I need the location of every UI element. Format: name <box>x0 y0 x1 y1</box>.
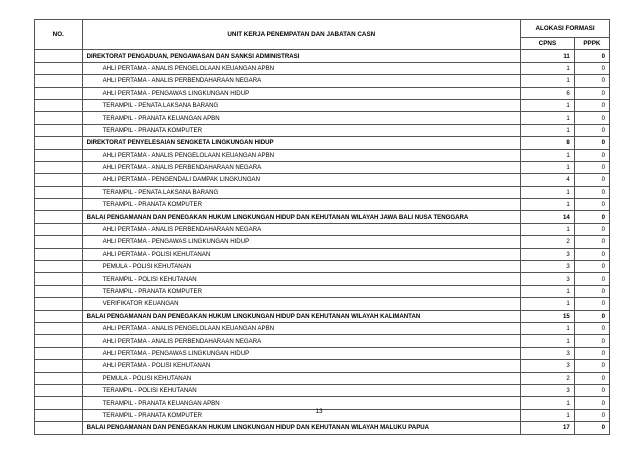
row-cpns-cell: 3 <box>521 384 575 396</box>
row-name-cell: TERAMPIL - POLISI KEHUTANAN <box>82 384 520 396</box>
row-no-cell <box>35 360 83 372</box>
page-number: 13 <box>315 408 323 415</box>
row-name-cell: TERAMPIL - PRANATA KOMPUTER <box>82 409 520 421</box>
row-pppk-cell: 0 <box>574 335 609 347</box>
table-row <box>35 384 610 396</box>
table-row <box>35 236 610 248</box>
row-cpns-cell: 1 <box>521 298 575 310</box>
row-no-cell <box>35 62 83 74</box>
row-pppk-cell: 0 <box>574 223 609 235</box>
row-pppk-cell: 0 <box>574 322 609 334</box>
row-name-cell: AHLI PERTAMA - PENGENDALI DAMPAK LINGKUNGAN <box>82 174 520 186</box>
table-row <box>35 99 610 111</box>
table-row <box>35 322 610 334</box>
row-cpns-cell: 1 <box>521 199 575 211</box>
table-row <box>35 174 610 186</box>
table-row <box>35 186 610 198</box>
row-name-cell: TERAMPIL - PRANATA KOMPUTER <box>82 124 520 136</box>
row-cpns-cell: 2 <box>521 236 575 248</box>
row-no-cell <box>35 298 83 310</box>
row-no-cell <box>35 75 83 87</box>
row-name-cell: AHLI PERTAMA - ANALIS PERBENDAHARAAN NEGARA <box>82 335 520 347</box>
row-no-cell <box>35 112 83 124</box>
row-cpns-cell: 1 <box>521 397 575 409</box>
table-row <box>35 161 610 173</box>
table-row <box>35 285 610 297</box>
row-name-cell: AHLI PERTAMA - PENGAWAS LINGKUNGAN HIDUP <box>82 87 520 99</box>
row-name-cell: TERAMPIL - PENATA LAKSANA BARANG <box>82 186 520 198</box>
header-no: NO. <box>35 20 83 50</box>
row-pppk-cell: 0 <box>574 137 609 149</box>
row-name-cell: PEMULA - POLISI KEHUTANAN <box>82 372 520 384</box>
row-pppk-cell: 0 <box>574 236 609 248</box>
row-name-cell: BALAI PENGAMANAN DAN PENEGAKAN HUKUM LINGKUNGAN HIDUP DAN KEHUTANAN WILAYAH KALIMANTAN <box>82 310 520 322</box>
row-cpns-cell: 1 <box>521 285 575 297</box>
row-pppk-cell: 0 <box>574 211 609 223</box>
row-name-cell: DIREKTORAT PENYELESAIAN SENGKETA LINGKUNGAN HIDUP <box>82 137 520 149</box>
row-no-cell <box>35 335 83 347</box>
row-cpns-cell: 1 <box>521 75 575 87</box>
row-no-cell <box>35 223 83 235</box>
row-pppk-cell: 0 <box>574 174 609 186</box>
row-pppk-cell: 0 <box>574 422 609 434</box>
row-pppk-cell: 0 <box>574 409 609 421</box>
row-name-cell: AHLI PERTAMA - ANALIS PERBENDAHARAAN NEGARA <box>82 223 520 235</box>
row-cpns-cell: 2 <box>521 372 575 384</box>
row-name-cell: VERIFIKATOR KEUANGAN <box>82 298 520 310</box>
row-pppk-cell: 0 <box>574 360 609 372</box>
row-no-cell <box>35 174 83 186</box>
table-group-row <box>35 211 610 223</box>
row-pppk-cell: 0 <box>574 161 609 173</box>
row-pppk-cell: 0 <box>574 248 609 260</box>
table-row <box>35 112 610 124</box>
row-pppk-cell: 0 <box>574 75 609 87</box>
table-row <box>35 75 610 87</box>
row-no-cell <box>35 137 83 149</box>
table-row <box>35 261 610 273</box>
table-header-row <box>35 20 610 38</box>
row-pppk-cell: 0 <box>574 112 609 124</box>
row-cpns-cell: 17 <box>521 422 575 434</box>
table-row <box>35 87 610 99</box>
row-pppk-cell: 0 <box>574 397 609 409</box>
row-name-cell: BALAI PENGAMANAN DAN PENEGAKAN HUKUM LINGKUNGAN HIDUP DAN KEHUTANAN WILAYAH JAWA BALI NUSA TENGGARA <box>82 211 520 223</box>
row-name-cell: AHLI PERTAMA - ANALIS PERBENDAHARAAN NEGARA <box>82 75 520 87</box>
table-group-row <box>35 137 610 149</box>
row-name-cell: DIREKTORAT PENGADUAN, PENGAWASAN DAN SANKSI ADMINISTRASI <box>82 50 520 62</box>
row-no-cell <box>35 124 83 136</box>
row-no-cell <box>35 322 83 334</box>
table-group-row <box>35 422 610 434</box>
row-cpns-cell: 1 <box>521 99 575 111</box>
table-body <box>35 50 610 434</box>
row-name-cell: AHLI PERTAMA - POLISI KEHUTANAN <box>82 360 520 372</box>
row-no-cell <box>35 87 83 99</box>
row-name-cell: BALAI PENGAMANAN DAN PENEGAKAN HUKUM LINGKUNGAN HIDUP DAN KEHUTANAN WILAYAH MALUKU PAPUA <box>82 422 520 434</box>
row-name-cell: TERAMPIL - POLISI KEHUTANAN <box>82 273 520 285</box>
row-no-cell <box>35 161 83 173</box>
row-cpns-cell: 1 <box>521 335 575 347</box>
row-cpns-cell: 1 <box>521 161 575 173</box>
row-cpns-cell: 3 <box>521 273 575 285</box>
document-page <box>34 19 610 435</box>
table-row <box>35 223 610 235</box>
header-pppk: PPPK <box>574 38 609 50</box>
header-cpns: CPNS <box>521 38 575 50</box>
row-pppk-cell: 0 <box>574 347 609 359</box>
table-row <box>35 298 610 310</box>
row-cpns-cell: 1 <box>521 149 575 161</box>
row-cpns-cell: 14 <box>521 211 575 223</box>
table-row <box>35 62 610 74</box>
table-row <box>35 347 610 359</box>
row-cpns-cell: 3 <box>521 261 575 273</box>
row-cpns-cell: 1 <box>521 223 575 235</box>
table-row <box>35 199 610 211</box>
row-pppk-cell: 0 <box>574 149 609 161</box>
table-group-row <box>35 310 610 322</box>
row-cpns-cell: 4 <box>521 174 575 186</box>
row-pppk-cell: 0 <box>574 124 609 136</box>
header-alokasi: ALOKASI FORMASI <box>521 20 610 38</box>
row-pppk-cell: 0 <box>574 99 609 111</box>
row-pppk-cell: 0 <box>574 261 609 273</box>
table-row <box>35 124 610 136</box>
row-pppk-cell: 0 <box>574 384 609 396</box>
row-no-cell <box>35 99 83 111</box>
header-unit: UNIT KERJA PENEMPATAN DAN JABATAN CASN <box>82 20 520 50</box>
table-row <box>35 372 610 384</box>
row-cpns-cell: 1 <box>521 186 575 198</box>
row-cpns-cell: 8 <box>521 137 575 149</box>
row-pppk-cell: 0 <box>574 310 609 322</box>
row-no-cell <box>35 199 83 211</box>
row-pppk-cell: 0 <box>574 298 609 310</box>
row-cpns-cell: 1 <box>521 124 575 136</box>
row-pppk-cell: 0 <box>574 87 609 99</box>
row-name-cell: AHLI PERTAMA - ANALIS PENGELOLAAN KEUANGAN APBN <box>82 62 520 74</box>
row-name-cell: AHLI PERTAMA - PENGAWAS LINGKUNGAN HIDUP <box>82 236 520 248</box>
row-no-cell <box>35 273 83 285</box>
row-name-cell: PEMULA - POLISI KEHUTANAN <box>82 261 520 273</box>
row-pppk-cell: 0 <box>574 199 609 211</box>
row-no-cell <box>35 261 83 273</box>
formasi-table <box>34 19 610 435</box>
row-no-cell <box>35 248 83 260</box>
row-cpns-cell: 1 <box>521 112 575 124</box>
row-no-cell <box>35 422 83 434</box>
row-cpns-cell: 11 <box>521 50 575 62</box>
row-cpns-cell: 6 <box>521 87 575 99</box>
row-name-cell: TERAMPIL - PRANATA KEUANGAN APBN <box>82 397 520 409</box>
row-no-cell <box>35 384 83 396</box>
row-name-cell: AHLI PERTAMA - ANALIS PENGELOLAAN KEUANGAN APBN <box>82 149 520 161</box>
row-name-cell: AHLI PERTAMA - ANALIS PERBENDAHARAAN NEGARA <box>82 161 520 173</box>
table-row <box>35 149 610 161</box>
row-pppk-cell: 0 <box>574 186 609 198</box>
row-name-cell: TERAMPIL - PRANATA KOMPUTER <box>82 285 520 297</box>
row-pppk-cell: 0 <box>574 62 609 74</box>
row-name-cell: AHLI PERTAMA - PENGAWAS LINGKUNGAN HIDUP <box>82 347 520 359</box>
table-row <box>35 273 610 285</box>
table-row <box>35 335 610 347</box>
row-name-cell: AHLI PERTAMA - ANALIS PENGELOLAAN KEUANGAN APBN <box>82 322 520 334</box>
row-pppk-cell: 0 <box>574 285 609 297</box>
row-no-cell <box>35 347 83 359</box>
row-no-cell <box>35 211 83 223</box>
table-row <box>35 360 610 372</box>
row-name-cell: TERAMPIL - PENATA LAKSANA BARANG <box>82 99 520 111</box>
row-no-cell <box>35 310 83 322</box>
row-cpns-cell: 1 <box>521 62 575 74</box>
row-pppk-cell: 0 <box>574 273 609 285</box>
row-no-cell <box>35 372 83 384</box>
row-no-cell <box>35 186 83 198</box>
table-row <box>35 248 610 260</box>
row-no-cell <box>35 236 83 248</box>
row-name-cell: TERAMPIL - PRANATA KOMPUTER <box>82 199 520 211</box>
row-cpns-cell: 3 <box>521 248 575 260</box>
row-pppk-cell: 0 <box>574 372 609 384</box>
table-group-row <box>35 50 610 62</box>
row-cpns-cell: 3 <box>521 360 575 372</box>
row-name-cell: AHLI PERTAMA - POLISI KEHUTANAN <box>82 248 520 260</box>
row-cpns-cell: 15 <box>521 310 575 322</box>
row-cpns-cell: 3 <box>521 347 575 359</box>
row-cpns-cell: 1 <box>521 409 575 421</box>
row-no-cell <box>35 50 83 62</box>
row-name-cell: TERAMPIL - PRANATA KEUANGAN APBN <box>82 112 520 124</box>
row-no-cell <box>35 285 83 297</box>
row-pppk-cell: 0 <box>574 50 609 62</box>
row-no-cell <box>35 149 83 161</box>
row-cpns-cell: 1 <box>521 322 575 334</box>
